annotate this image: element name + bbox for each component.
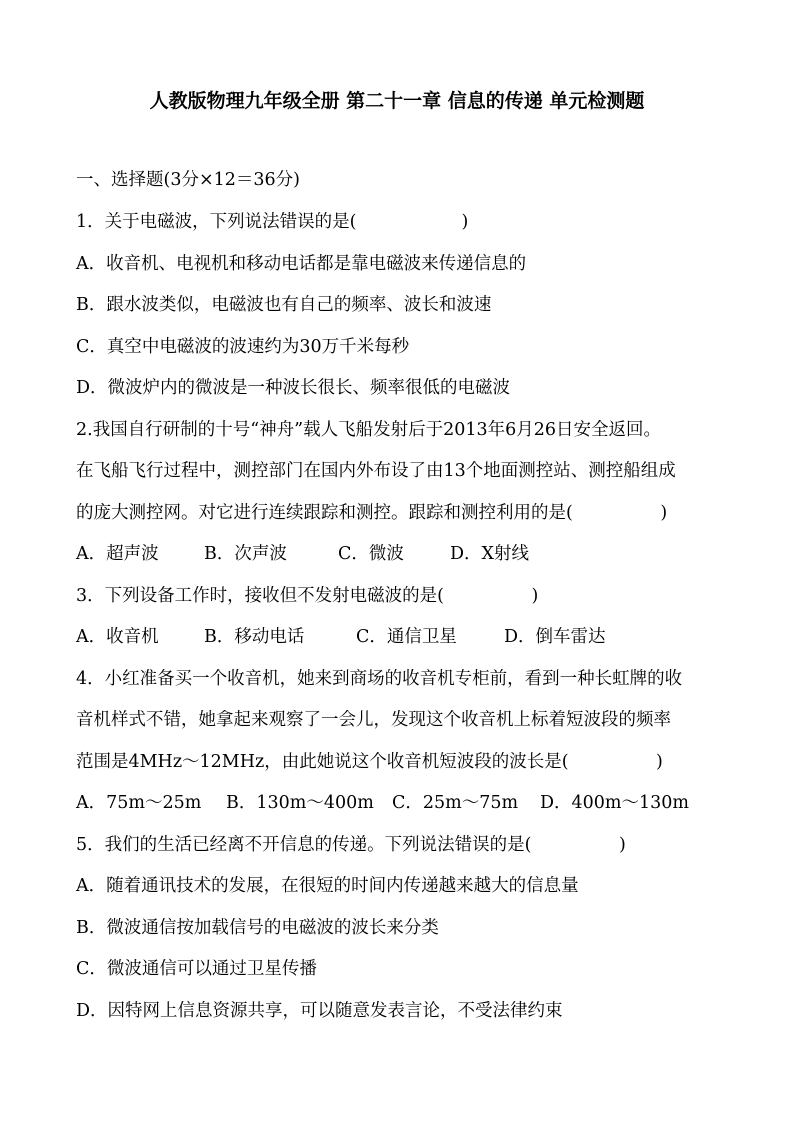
question-1-option-a: A．收音机、电视机和移动电话都是靠电磁波来传递信息的 — [76, 254, 527, 274]
question-2-options — [76, 542, 529, 566]
question-3-stem: 3．下列设备工作时，接收但不发射电磁波的是( ) — [76, 586, 539, 606]
question-1-option-c: C．真空中电磁波的波速约为30万千米每秒 — [76, 337, 410, 357]
section-heading: 一、选择题(3分×12＝36分) — [76, 170, 300, 190]
question-4-options — [76, 791, 689, 815]
question-3-options — [76, 625, 606, 649]
question-2-option-d: D．X射线 — [450, 544, 529, 564]
question-2-line-1: 2.我国自行研制的十号“神舟”载人飞船发射后于2013年6月26日安全返回。 — [76, 420, 662, 440]
question-3-option-b: B．移动电话 — [204, 627, 305, 647]
question-2-line-3: 的庞大测控网。对它进行连续跟踪和测控。跟踪和测控利用的是( ) — [76, 503, 668, 523]
question-2-option-c: C．微波 — [338, 544, 404, 564]
question-2-option-b: B．次声波 — [204, 544, 287, 564]
question-5-option-b: B．微波通信按加载信号的电磁波的波长来分类 — [76, 918, 439, 938]
question-2-line-2: 在飞船飞行过程中，测控部门在国内外布设了由13个地面测控站、测控船组成 — [76, 461, 676, 481]
question-5-stem: 5．我们的生活已经离不开信息的传递。下列说法错误的是( ) — [76, 835, 626, 855]
question-4-line-2: 音机样式不错，她拿起来观察了一会儿，发现这个收音机上标着短波段的频率 — [76, 710, 671, 730]
question-4-option-a: A．75m～25m — [76, 793, 202, 813]
question-1-option-d: D．微波炉内的微波是一种波长很长、频率很低的电磁波 — [76, 378, 511, 398]
question-2-option-a: A．超声波 — [76, 544, 159, 564]
question-4-option-c: C．25m～75m — [392, 793, 519, 813]
question-1-option-b: B．跟水波类似，电磁波也有自己的频率、波长和波速 — [76, 295, 492, 315]
question-3-option-d: D．倒车雷达 — [504, 627, 606, 647]
question-3-option-c: C．通信卫星 — [356, 627, 457, 647]
question-3-option-a: A．收音机 — [76, 627, 159, 647]
question-5-option-d: D．因特网上信息资源共享，可以随意发表言论，不受法律约束 — [76, 1001, 563, 1021]
question-4-line-1: 4．小红准备买一个收音机，她来到商场的收音机专柜前，看到一种长虹牌的收 — [76, 669, 683, 689]
question-1-stem: 1．关于电磁波，下列说法错误的是( ) — [76, 212, 469, 232]
page-title: 人教版物理九年级全册 第二十一章 信息的传递 单元检测题 — [149, 90, 645, 112]
question-4-line-3: 范围是4MHz～12MHz，由此她说这个收音机短波段的波长是( ) — [76, 752, 663, 772]
question-4-option-d: D．400m～130m — [540, 793, 690, 813]
question-5-option-a: A．随着通讯技术的发展，在很短的时间内传递越来越大的信息量 — [76, 876, 579, 896]
question-4-option-b: B．130m～400m — [226, 793, 374, 813]
question-5-option-c: C．微波通信可以通过卫星传播 — [76, 959, 317, 979]
